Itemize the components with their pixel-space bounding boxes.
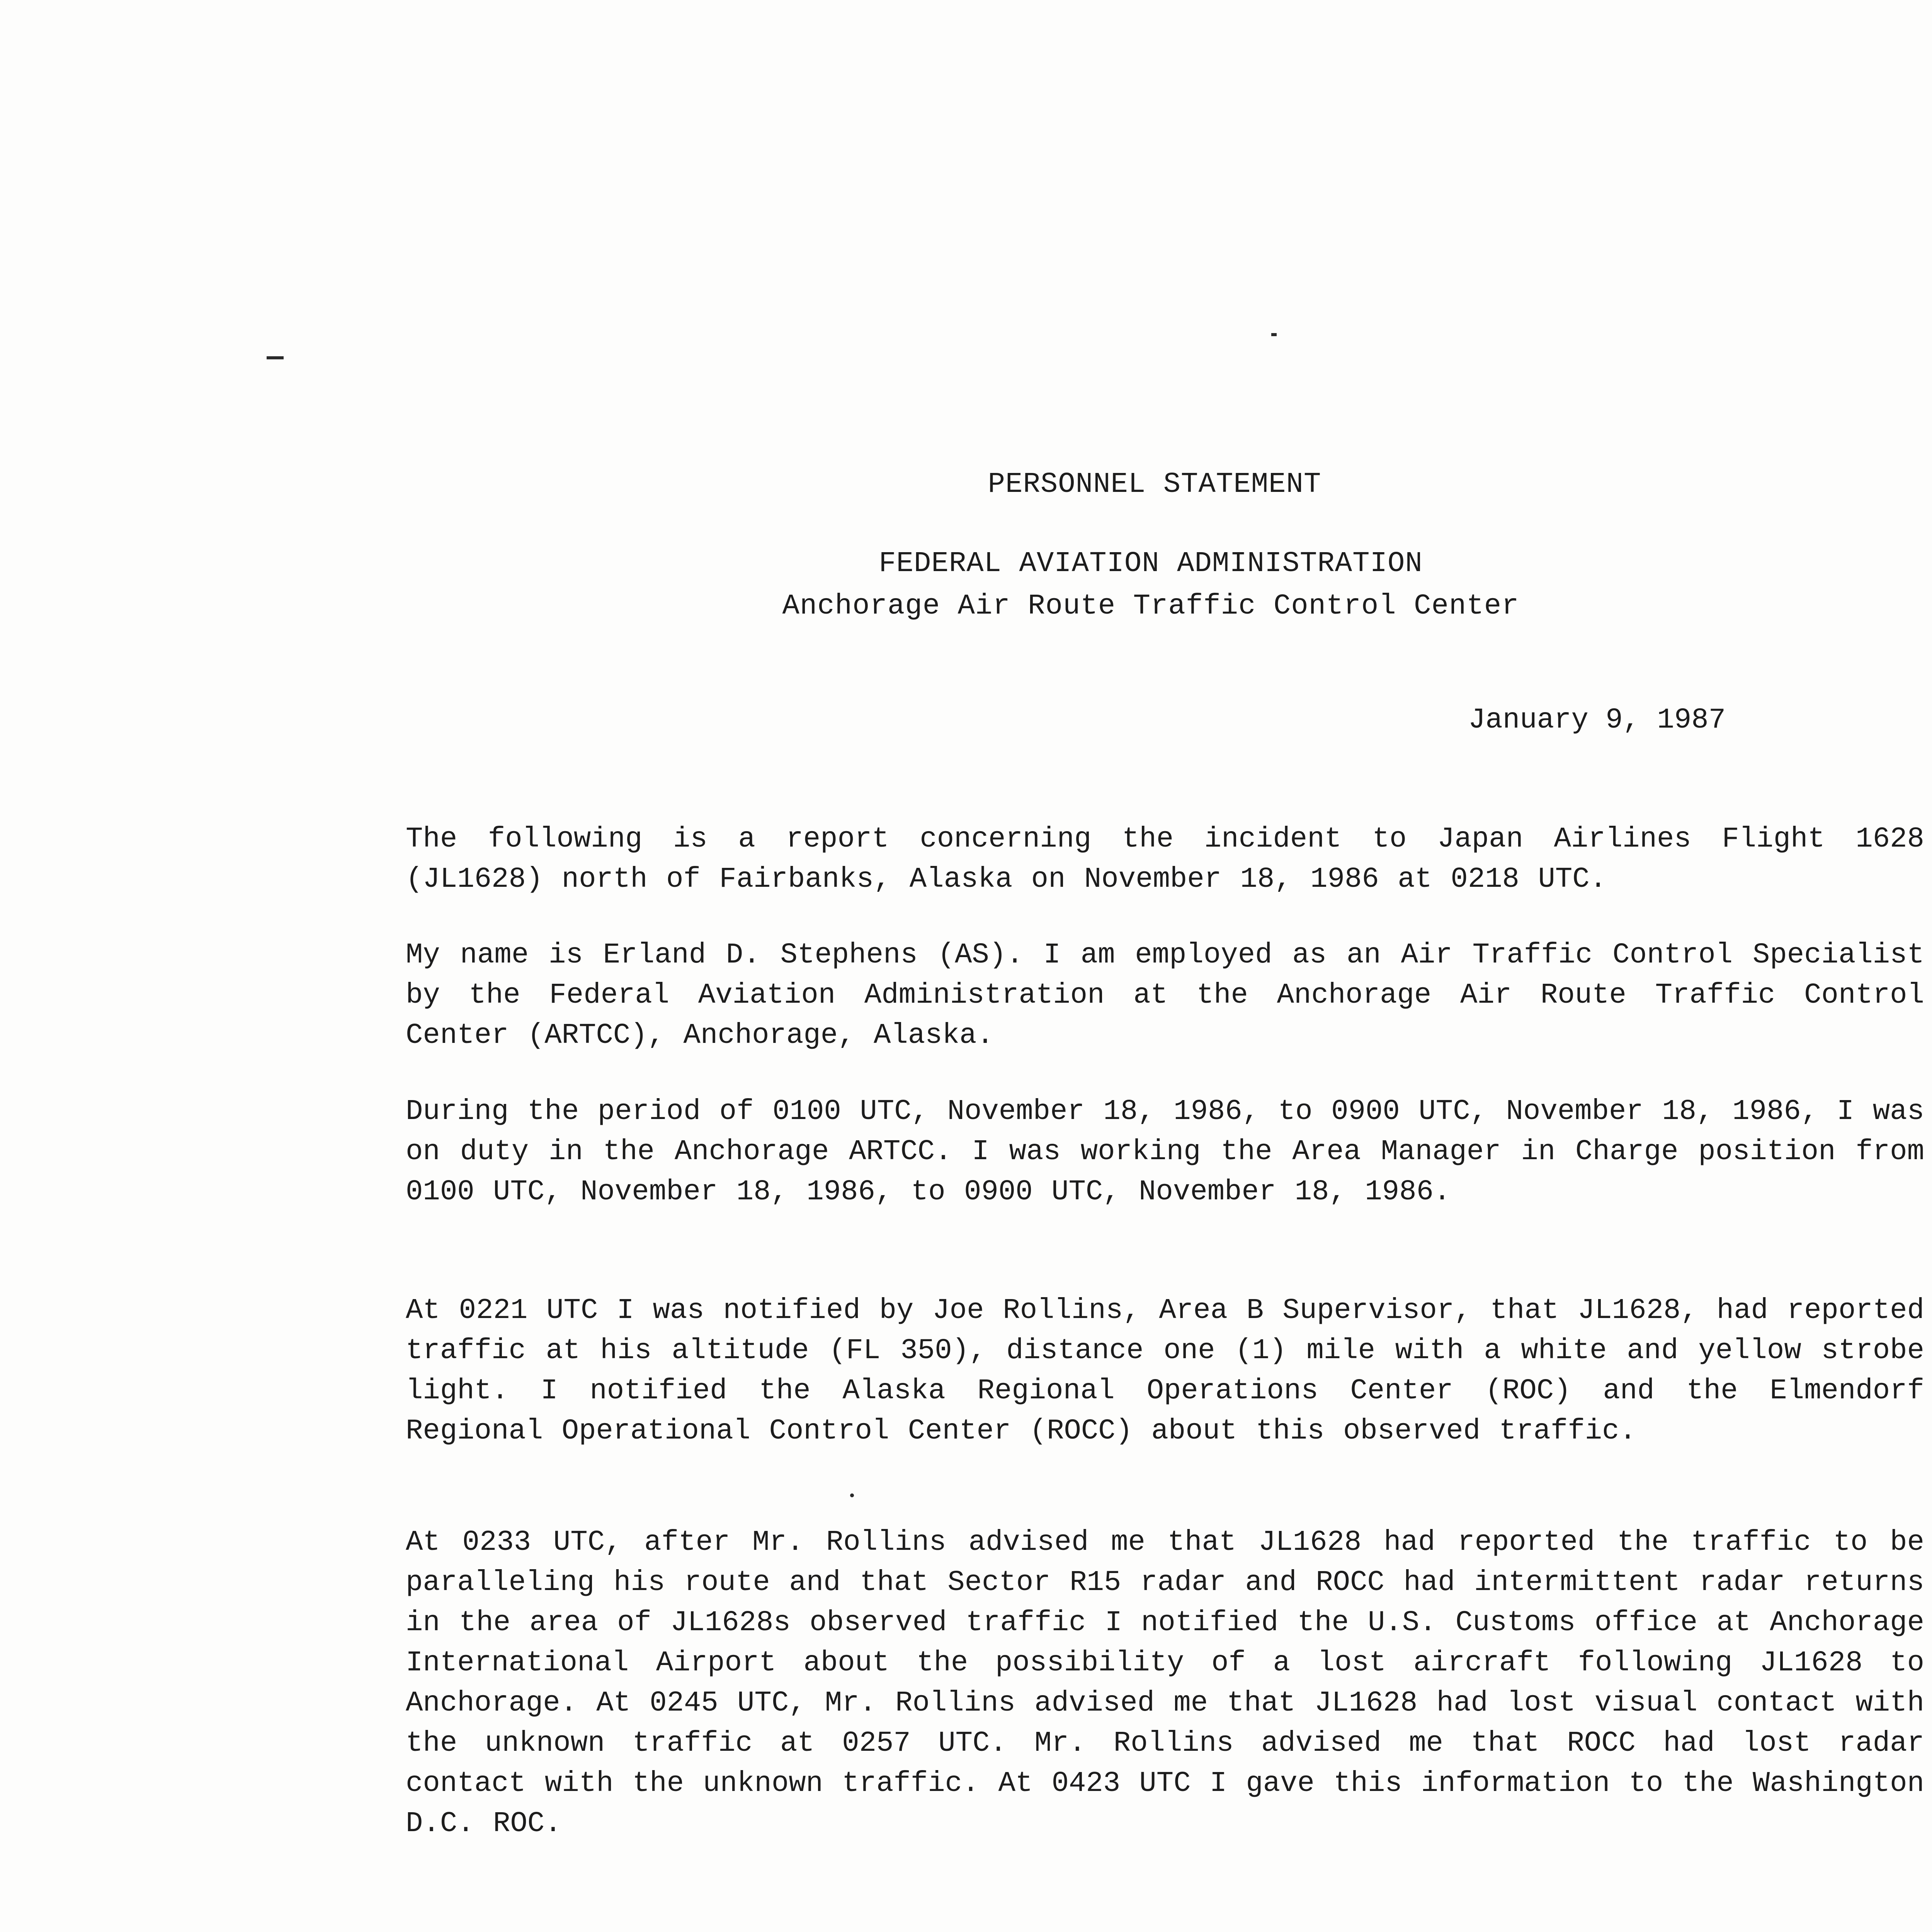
statement-paragraph-2: My name is Erland D. Stephens (AS). I am employed as an Air Traffic Control Specialist by the Federal Aviation Administration at the Anchorage Air Route Traffic Control Center (ARTCC), Anchorage, Alaska. <box>406 939 1924 1052</box>
scan-mark <box>850 1493 854 1497</box>
statement-paragraph-4: At 0221 UTC I was notified by Joe Rollins, Area B Supervisor, that JL1628, had reported traffic at his altitude (FL 350), distance one (1) mile with a white and yellow strobe light. I notified the Alaska Regional Operations Center (ROC) and the Elmendorf Regional Operational Control Center (ROCC) about this observed traffic. <box>406 1294 1924 1447</box>
scan-mark <box>267 356 284 359</box>
scan-mark <box>1271 333 1277 336</box>
statement-paragraph-5: At 0233 UTC, after Mr. Rollins advised me that JL1628 had reported the traffic to be paralleling his route and that Sector R15 radar and ROCC had intermittent radar returns in the area of JL1628s observed traffic I notified the U.S. Customs office at Anchorage International Airport about the possibility of a lost aircraft following JL1628 to Anchorage. At 0245 UTC, Mr. Rollins advised me that JL1628 had lost visual contact with the unknown traffic at 0257 UTC. Mr. Rollins advised me that ROCC had lost radar contact with the unknown traffic. At 0423 UTC I gave this information to the Washington D.C. ROC. <box>406 1526 1924 1840</box>
statement-paragraph-3: During the period of 0100 UTC, November 18, 1986, to 0900 UTC, November 18, 1986, I was on duty in the Anchorage ARTCC. I was working the Area Manager in Charge position from 0100 UTC, November 18, 1986, to 0900 UTC, November 18, 1986. <box>406 1095 1924 1208</box>
statement-paragraph-1: The following is a report concerning the incident to Japan Airlines Flight 1628 (JL1628) north of Fairbanks, Alaska on November 18, 1986 at 0218 UTC. <box>406 823 1924 896</box>
document-date: January 9, 1987 <box>1468 704 1726 736</box>
document-title: PERSONNEL STATEMENT <box>988 468 1321 501</box>
facility-name: Anchorage Air Route Traffic Control Center <box>782 590 1519 622</box>
agency-name: FEDERAL AVIATION ADMINISTRATION <box>879 548 1423 580</box>
